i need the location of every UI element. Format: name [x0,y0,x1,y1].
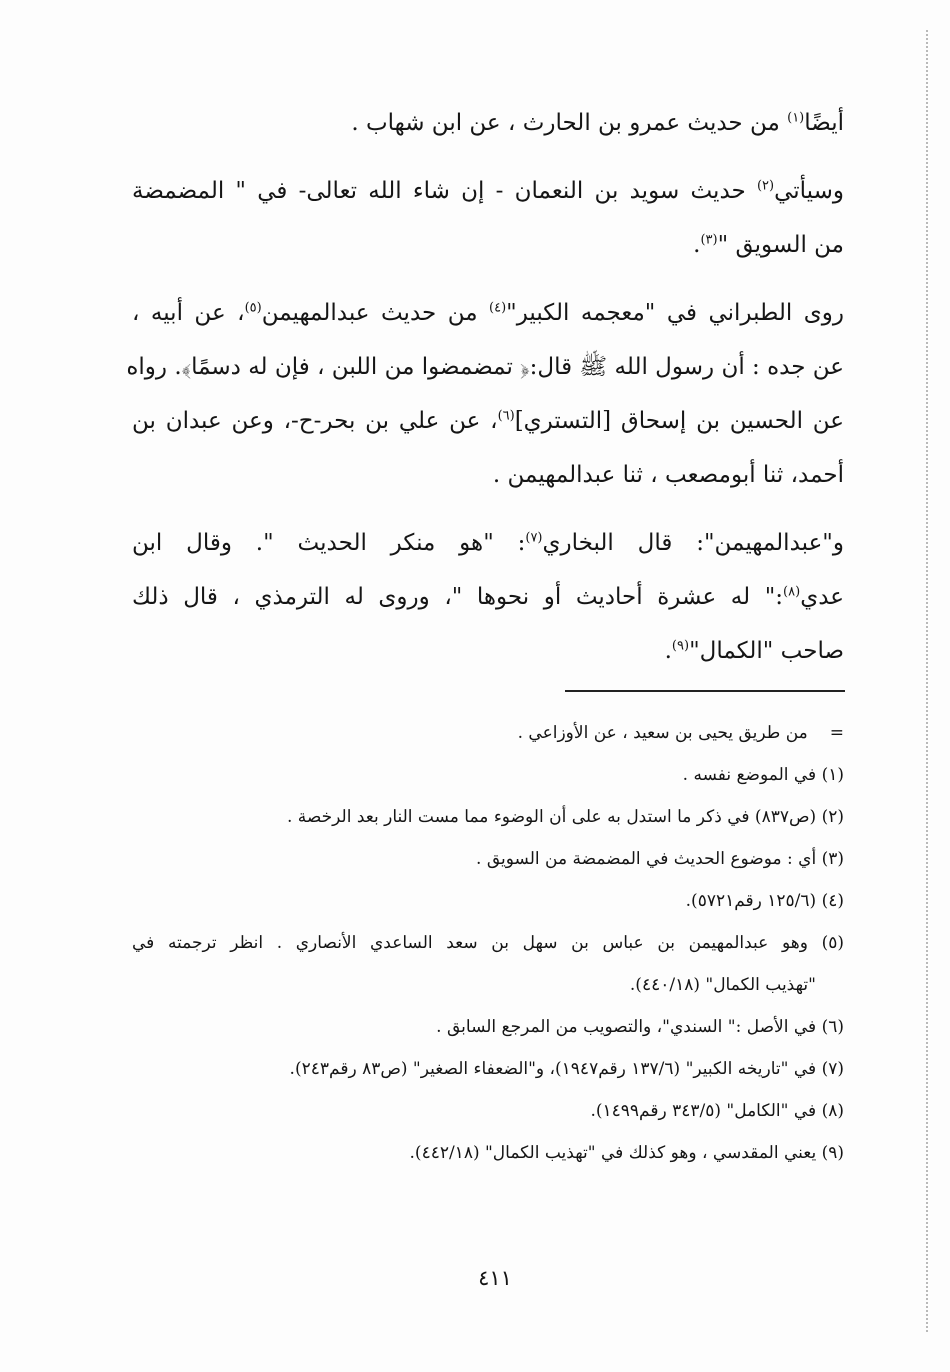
footnote-line: (٤) (١٢٥/٦ رقم٥٧٢١). [685,891,844,911]
footnote-line: (٧) في "تاريخه الكبير" (١٣٧/٦ رقم١٩٤٧)، و"الضعفاء الصغير" (ص٨٣ رقم٢٤٣). [289,1059,844,1079]
page-number: ٤١١ [478,1266,512,1290]
footnotes [132,712,844,1174]
footnote-line: (٩) يعني المقدسي ، وهو كذلك في "تهذيب الكمال" (٤٤٢/١٨). [409,1143,844,1163]
footnote-1 [132,754,844,796]
footnote-ref[interactable]: (٨) [783,584,801,600]
footnote-line: (٥) وهو عبدالمهيمن بن عباس بن سهل بن سعد الساعدي الأنصاري . انظر ترجمته في [132,933,844,953]
footnote-7 [132,1048,844,1090]
text-line: أحمد، ثنا أبومصعب ، ثنا عبدالمهيمن . [492,462,844,488]
footnote-8 [132,1090,844,1132]
footnote-9 [132,1132,844,1174]
footnote-2 [132,796,844,838]
text-line: عن الحسين بن إسحاق [التستري]$^{(٦)}$، عن علي بن بحر-ح-، وعن عبدان بن [132,408,844,434]
text-line: من السويق "$^{(٣)}$. [693,232,844,258]
footnote-line: (٨) في "الكامل" (٣٤٣/٥ رقم١٤٩٩). [590,1101,844,1121]
footnote-ref[interactable]: (١) [787,110,805,126]
footnote-continuation [132,712,844,754]
footnote-ref[interactable]: (٩) [671,638,690,654]
main-text [126,96,845,678]
footnote-ref[interactable]: (٧) [525,530,543,546]
footnote-line: (١) في الموضع نفسه . [682,765,844,785]
footnote-3 [132,838,844,880]
footnote-5 [132,922,844,1006]
footnote-ref[interactable]: (٦) [497,408,515,424]
footnote-line: (٦) في الأصل :" السندي"، والتصويب من المرجع السابق . [436,1017,844,1037]
footnote-line: من طريق يحيى بن سعيد ، عن الأوزاعي . [517,723,808,743]
paragraph [126,286,845,502]
text-line: و"عبدالمهيمن": قال البخاري$^{(٧)}$: "هو منكر الحديث ". وقال ابن [132,530,844,556]
paragraph [132,516,844,678]
text-line: أيضًا$^{(١)}$ من حديث عمرو بن الحارث ، عن ابن شهاب . [351,110,844,136]
text-line: روى الطبراني في "معجمه الكبير"$^{(٤)}$ من حديث عبدالمهيمن$^{(٥)}$، عن أبيه ، [132,300,845,326]
footnote-separator [565,690,845,692]
paragraph [132,164,844,272]
continuation-marker: = [829,723,844,743]
footnote-ref[interactable]: (٢) [756,178,775,194]
text-line: عدي$^{(٨)}$:" له عشرة أحاديث أو نحوها "، وروى له الترمذي ، قال ذلك [132,584,844,610]
page-edge-divider [926,30,928,1332]
footnote-ref[interactable]: (٣) [700,232,718,248]
text-line: صاحب "الكمال"$^{(٩)}$. [664,638,844,664]
footnote-6 [132,1006,844,1048]
paragraph [132,96,844,150]
text-line: عن جده : أن رسول الله ﷺ قال:﴿ تمضمضوا من اللبن ، فإن له دسمًا﴾. رواه [126,354,844,380]
footnote-ref[interactable]: (٥) [244,300,262,316]
footnote-line: (٢) (ص٨٣٧) في ذكر ما استدل به على أن الوضوء مما مست النار بعد الرخصة . [286,807,844,827]
text-line: وسيأتي$^{(٢)}$ حديث سويد بن النعمان - إن شاء الله تعالى- في " المضمضة [132,178,844,204]
footnote-4 [132,880,844,922]
footnote-line: "تهذيب الكمال" (٤٤٠/١٨). [629,975,816,995]
footnote-ref[interactable]: (٤) [489,300,507,316]
footnote-line: (٣) أي : موضوع الحديث في المضمضة من السويق . [476,849,844,869]
